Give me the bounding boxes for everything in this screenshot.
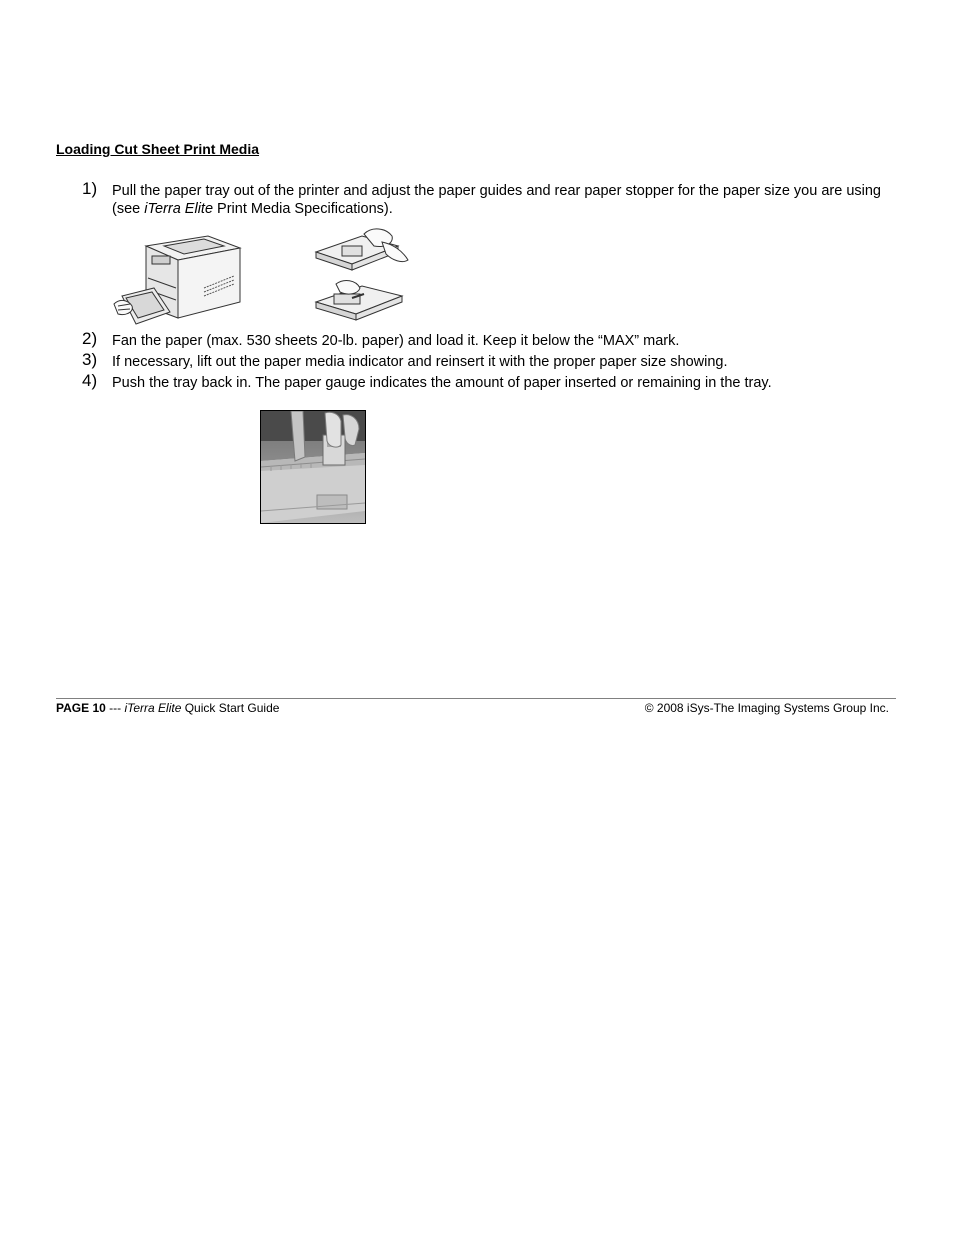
product-name: iTerra Elite — [124, 701, 182, 715]
step-text-part: Print Media Specifications). — [213, 201, 393, 217]
section-title: Loading Cut Sheet Print Media — [56, 141, 260, 157]
step-text: If necessary, lift out the paper media indicator and reinsert it with the proper paper size showing. — [112, 354, 728, 370]
footer-separator: --- — [105, 701, 125, 715]
page-number: PAGE 10 — [56, 701, 106, 715]
footer-page-info — [56, 701, 279, 715]
printer-tray-illustration — [112, 226, 244, 328]
product-name: iTerra Elite — [144, 201, 214, 217]
copyright-notice: © 2008 iSys-The Imaging Systems Group Inc. — [644, 701, 889, 715]
step-4 — [82, 371, 902, 392]
step-number: 1) — [82, 179, 98, 198]
step-number: 2) — [82, 329, 98, 348]
paper-gauge-photo — [260, 410, 366, 524]
guide-name: Quick Start Guide — [181, 701, 280, 715]
footer-divider — [56, 698, 896, 699]
step-text: Push the tray back in. The paper gauge indicates the amount of paper inserted or remaining in the tray. — [112, 375, 772, 391]
paper-guides-illustration — [312, 222, 424, 326]
step-text-part: Pull the paper tray out of the printer and adjust the paper guides and rear paper stopper for the paper size you are using (see — [112, 183, 881, 217]
step-2 — [82, 329, 902, 350]
step-1 — [82, 179, 902, 218]
step-number: 3) — [82, 350, 98, 369]
step-number: 4) — [82, 371, 98, 390]
step-text: Fan the paper (max. 530 sheets 20-lb. paper) and load it. Keep it below the “MAX” mark. — [112, 333, 680, 349]
step-3 — [82, 350, 902, 371]
step-text — [112, 182, 902, 218]
